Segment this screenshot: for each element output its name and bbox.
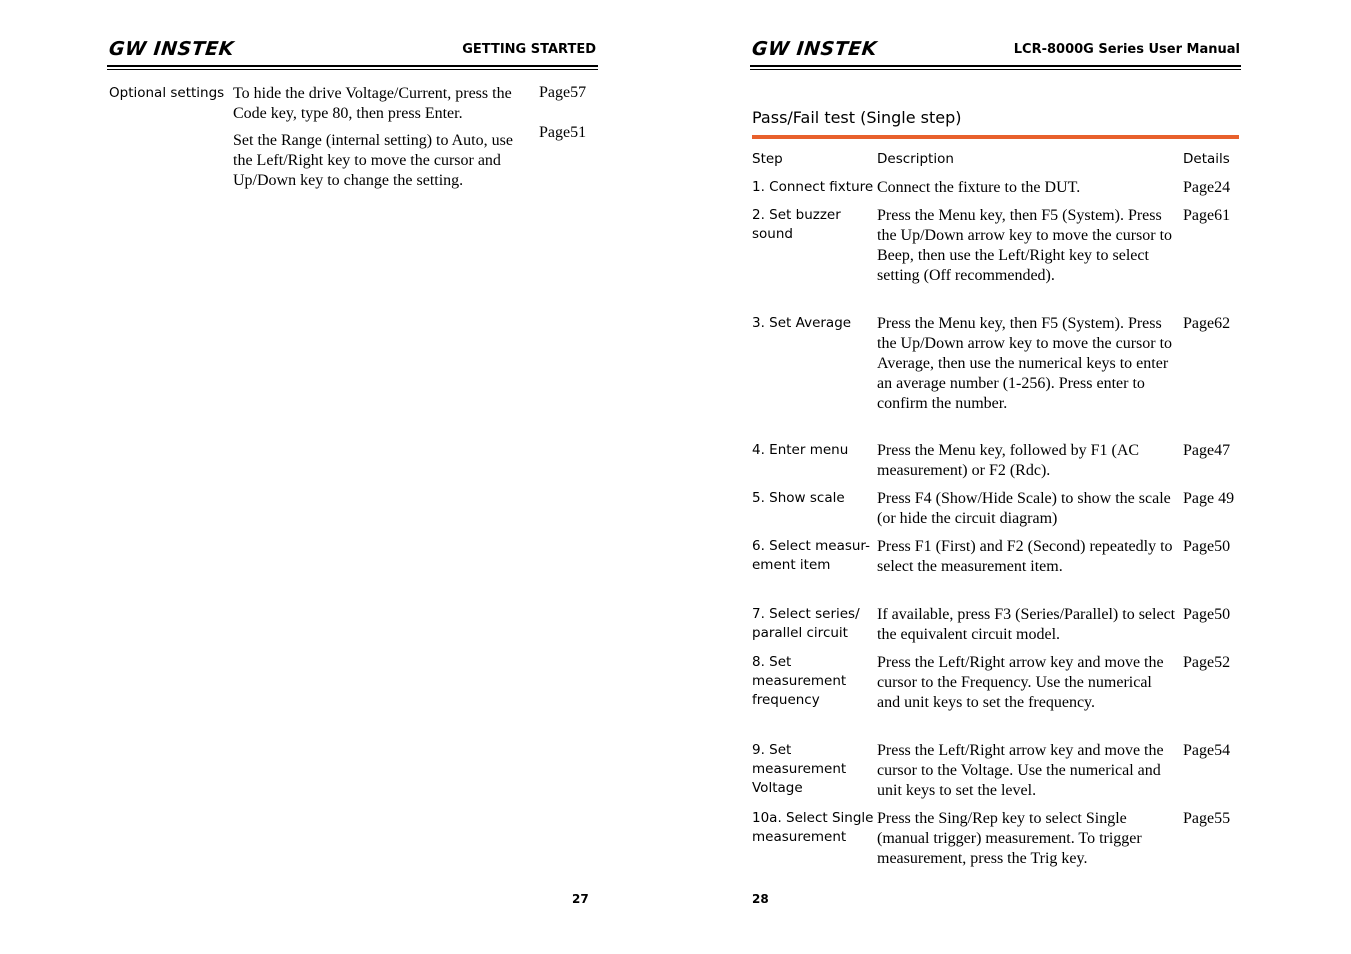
right-page: [675, 0, 1351, 954]
column-header-details: Details: [1183, 151, 1230, 167]
step-label: 8. Set measurement frequency: [752, 654, 847, 708]
optional-setting-ref: Page51: [539, 124, 587, 141]
step-description: Press the Menu key, then F5 (System). Press the Up/Down arrow key to move the cursor to Beep, then use the Left/Right key to select setting (Off recommended).: [877, 207, 1173, 284]
step-page-ref: Page54: [1183, 742, 1231, 759]
step-page-ref: Page 49: [1183, 490, 1235, 507]
gw-instek-logo: GW INSTEK: [107, 38, 236, 60]
step-page-ref: Page47: [1183, 442, 1231, 459]
step-description: Connect the fixture to the DUT.: [877, 179, 1081, 196]
step-description: Press the Left/Right arrow key and move the cursor to the Frequency. Use the numerical and unit keys to set the frequency.: [877, 654, 1164, 711]
step-description: Press F1 (First) and F2 (Second) repeatedly to select the measurement item.: [877, 538, 1173, 575]
section-title: Pass/Fail test (Single step): [752, 108, 962, 127]
step-page-ref: Page24: [1183, 179, 1231, 196]
step-description: Press the Menu key, then F5 (System). Press the Up/Down arrow key to move the cursor to Average, then use the numerical keys to enter an average number (1-256). Press enter to confirm the number.: [877, 315, 1173, 412]
step-label: 5. Show scale: [752, 490, 845, 506]
column-header-description: Description: [877, 151, 954, 167]
step-label: 1. Connect fixture: [752, 179, 874, 195]
step-label: 4. Enter menu: [752, 442, 849, 458]
optional-setting-ref: Page57: [539, 84, 587, 101]
step-label: 2. Set buzzer sound: [752, 207, 841, 242]
chapter-header: GETTING STARTED: [462, 42, 596, 57]
step-label: 9. Set measurement Voltage: [752, 742, 847, 796]
step-page-ref: Page52: [1183, 654, 1231, 671]
step-label: 10a. Select Single measurement: [752, 810, 874, 845]
optional-setting-text: Set the Range (internal setting) to Auto, use the Left/Right key to move the cursor and Up/Down key to change the setting.: [233, 132, 513, 189]
left-page: [0, 0, 675, 954]
step-description: If available, press F3 (Series/Parallel) to select the equivalent circuit model.: [877, 606, 1176, 643]
step-label: 3. Set Average: [752, 315, 852, 331]
section-accent-rule: [752, 135, 1239, 139]
header-rule: [107, 65, 598, 70]
step-description: Press the Left/Right arrow key and move the cursor to the Voltage. Use the numerical and unit keys to set the level.: [877, 742, 1164, 799]
step-label: 6. Select measur-ement item: [752, 538, 870, 573]
gw-instek-logo: GW INSTEK: [750, 38, 879, 60]
step-label: 7. Select series/ parallel circuit: [752, 606, 860, 641]
column-header-step: Step: [752, 151, 783, 167]
optional-settings-label: Optional settings: [109, 85, 225, 101]
header-rule: [750, 65, 1241, 70]
page-number: 28: [752, 892, 769, 906]
step-description: Press the Menu key, followed by F1 (AC measurement) or F2 (Rdc).: [877, 442, 1140, 479]
optional-setting-text: To hide the drive Voltage/Current, press the Code key, type 80, then press Enter.: [233, 85, 512, 122]
step-page-ref: Page61: [1183, 207, 1231, 224]
step-description: Press F4 (Show/Hide Scale) to show the scale (or hide the circuit diagram): [877, 490, 1171, 527]
manual-header: LCR-8000G Series User Manual: [1013, 42, 1240, 57]
step-page-ref: Page50: [1183, 606, 1231, 623]
step-page-ref: Page62: [1183, 315, 1231, 332]
page-number: 27: [572, 892, 589, 906]
step-page-ref: Page50: [1183, 538, 1231, 555]
step-page-ref: Page55: [1183, 810, 1231, 827]
step-description: Press the Sing/Rep key to select Single (manual trigger) measurement. To trigger measurement, press the Trig key.: [877, 810, 1142, 867]
